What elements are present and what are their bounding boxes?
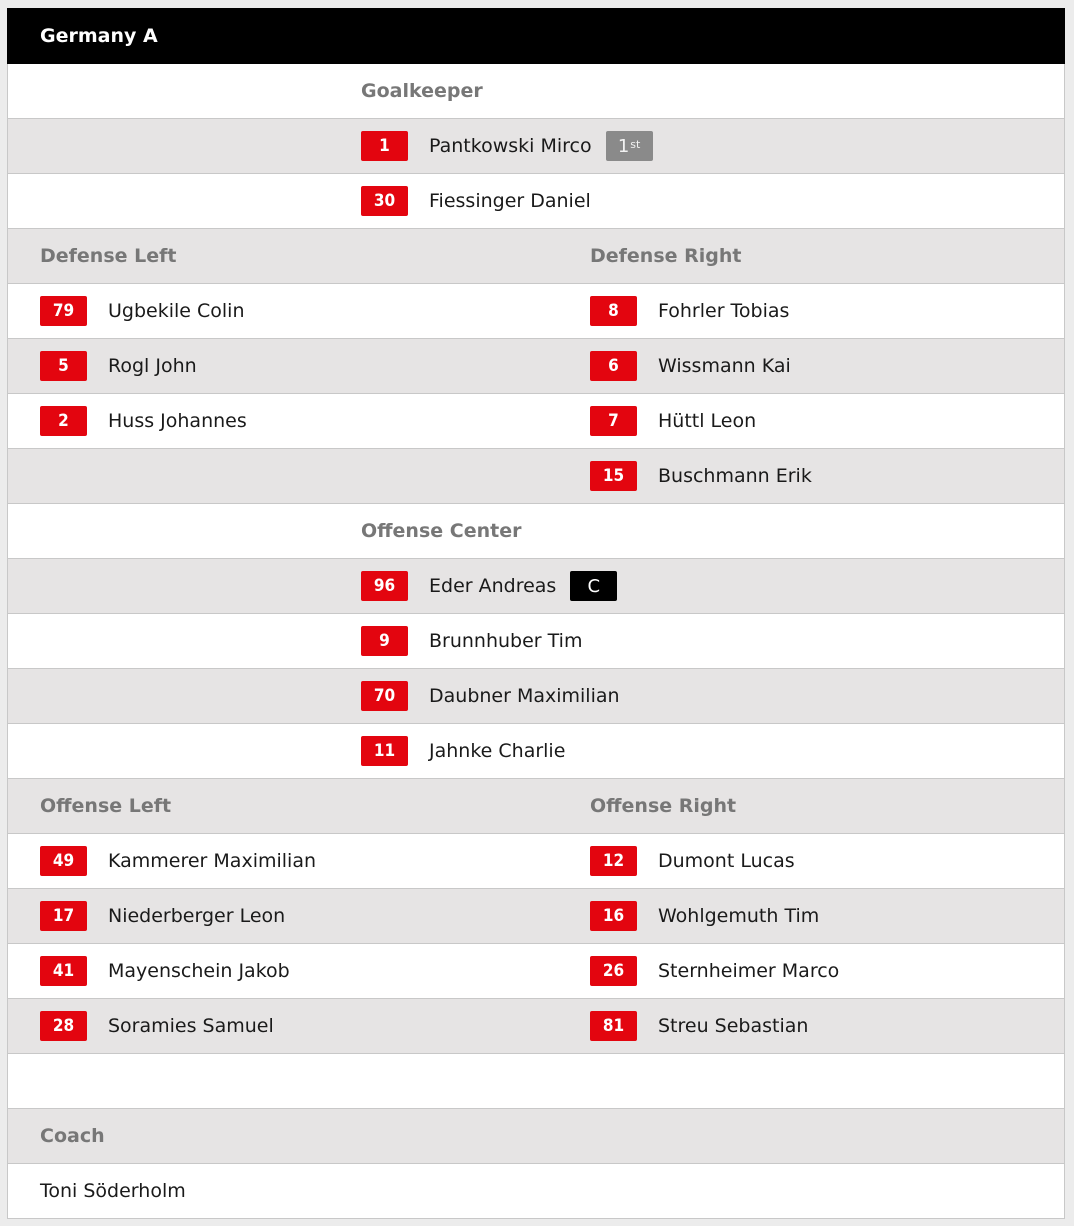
jersey-number: 79 — [40, 296, 87, 326]
player-entry[interactable] — [590, 889, 819, 943]
player-name[interactable]: Sternheimer Marco — [658, 960, 840, 982]
player-entry[interactable] — [590, 339, 791, 393]
player-entry[interactable] — [40, 834, 316, 888]
jersey-number: 5 — [40, 351, 87, 381]
player-entry[interactable] — [590, 944, 839, 998]
player-entry[interactable] — [590, 394, 756, 448]
player-entry[interactable] — [590, 449, 812, 503]
table-row — [8, 669, 1064, 724]
table-row — [8, 614, 1064, 669]
section-header-coach — [8, 1109, 1064, 1164]
table-row — [8, 834, 1064, 889]
jersey-number: 70 — [361, 681, 408, 711]
table-row — [8, 999, 1064, 1054]
player-entry[interactable] — [40, 889, 285, 943]
player-entry[interactable] — [361, 119, 653, 173]
jersey-number: 8 — [590, 296, 637, 326]
player-name[interactable]: Soramies Samuel — [108, 1015, 274, 1037]
spacer-row — [8, 1054, 1064, 1109]
jersey-number: 30 — [361, 186, 408, 216]
section-header-offense-wings — [8, 779, 1064, 834]
section-header-offense-center — [8, 504, 1064, 559]
player-name[interactable]: Eder Andreas — [429, 575, 557, 597]
table-row — [8, 724, 1064, 779]
coach-name[interactable]: Toni Söderholm — [40, 1180, 186, 1202]
table-row — [8, 394, 1064, 449]
offense-right-heading: Offense Right — [590, 795, 737, 817]
table-row — [8, 889, 1064, 944]
jersey-number: 2 — [40, 406, 87, 436]
offense-center-heading: Offense Center — [361, 520, 522, 542]
player-entry[interactable] — [40, 999, 274, 1053]
jersey-number: 16 — [590, 901, 637, 931]
jersey-number: 81 — [590, 1011, 637, 1041]
player-entry[interactable] — [40, 339, 197, 393]
player-name[interactable]: Streu Sebastian — [658, 1015, 809, 1037]
player-name[interactable]: Huss Johannes — [108, 410, 247, 432]
table-row — [8, 944, 1064, 999]
player-entry[interactable] — [590, 999, 808, 1053]
table-row — [8, 339, 1064, 394]
offense-left-heading: Offense Left — [40, 795, 172, 817]
player-name[interactable]: Hüttl Leon — [658, 410, 757, 432]
jersey-number: 9 — [361, 626, 408, 656]
lineup-card — [7, 8, 1065, 1219]
team-name: Germany A — [40, 25, 158, 47]
goalkeeper-heading: Goalkeeper — [361, 80, 483, 102]
section-header-goalkeeper — [8, 64, 1064, 119]
player-entry[interactable] — [361, 174, 591, 228]
player-entry[interactable] — [361, 614, 582, 668]
player-name[interactable]: Buschmann Erik — [658, 465, 812, 487]
jersey-number: 1 — [361, 131, 408, 161]
jersey-number: 41 — [40, 956, 87, 986]
player-name[interactable]: Wissmann Kai — [658, 355, 791, 377]
coach-row — [8, 1164, 1064, 1219]
captain-badge: C — [570, 571, 617, 601]
first-goalie-badge: 1 $^{st}$ — [606, 131, 653, 161]
coach-heading: Coach — [40, 1125, 105, 1147]
team-header — [7, 8, 1065, 64]
player-name[interactable]: Ugbekile Colin — [108, 300, 245, 322]
player-name[interactable]: Jahnke Charlie — [429, 740, 566, 762]
player-name[interactable]: Fiessinger Daniel — [429, 190, 591, 212]
table-row — [8, 449, 1064, 504]
jersey-number: 6 — [590, 351, 637, 381]
lineup-table — [7, 64, 1065, 1219]
player-entry[interactable] — [361, 559, 617, 613]
player-name[interactable]: Kammerer Maximilian — [108, 850, 316, 872]
jersey-number: 49 — [40, 846, 87, 876]
jersey-number: 28 — [40, 1011, 87, 1041]
section-header-defense — [8, 229, 1064, 284]
jersey-number: 11 — [361, 736, 408, 766]
jersey-number: 12 — [590, 846, 637, 876]
player-name[interactable]: Brunnhuber Tim — [429, 630, 583, 652]
defense-left-heading: Defense Left — [40, 245, 177, 267]
player-name[interactable]: Niederberger Leon — [108, 905, 286, 927]
table-row — [8, 119, 1064, 174]
jersey-number: 7 — [590, 406, 637, 436]
player-name[interactable]: Daubner Maximilian — [429, 685, 620, 707]
player-entry[interactable] — [361, 724, 565, 778]
table-row — [8, 284, 1064, 339]
jersey-number: 96 — [361, 571, 408, 601]
player-name[interactable]: Mayenschein Jakob — [108, 960, 290, 982]
player-entry[interactable] — [590, 284, 789, 338]
player-name[interactable]: Dumont Lucas — [658, 850, 795, 872]
player-entry[interactable] — [361, 669, 620, 723]
player-name[interactable]: Rogl John — [108, 355, 197, 377]
table-row — [8, 559, 1064, 614]
table-row — [8, 174, 1064, 229]
player-name[interactable]: Wohlgemuth Tim — [658, 905, 820, 927]
player-name[interactable]: Pantkowski Mirco — [429, 135, 592, 157]
player-entry[interactable] — [40, 394, 247, 448]
jersey-number: 15 — [590, 461, 637, 491]
player-entry[interactable] — [40, 944, 290, 998]
player-entry[interactable] — [590, 834, 795, 888]
jersey-number: 26 — [590, 956, 637, 986]
jersey-number: 17 — [40, 901, 87, 931]
defense-right-heading: Defense Right — [590, 245, 742, 267]
player-entry[interactable] — [40, 284, 245, 338]
player-name[interactable]: Fohrler Tobias — [658, 300, 790, 322]
